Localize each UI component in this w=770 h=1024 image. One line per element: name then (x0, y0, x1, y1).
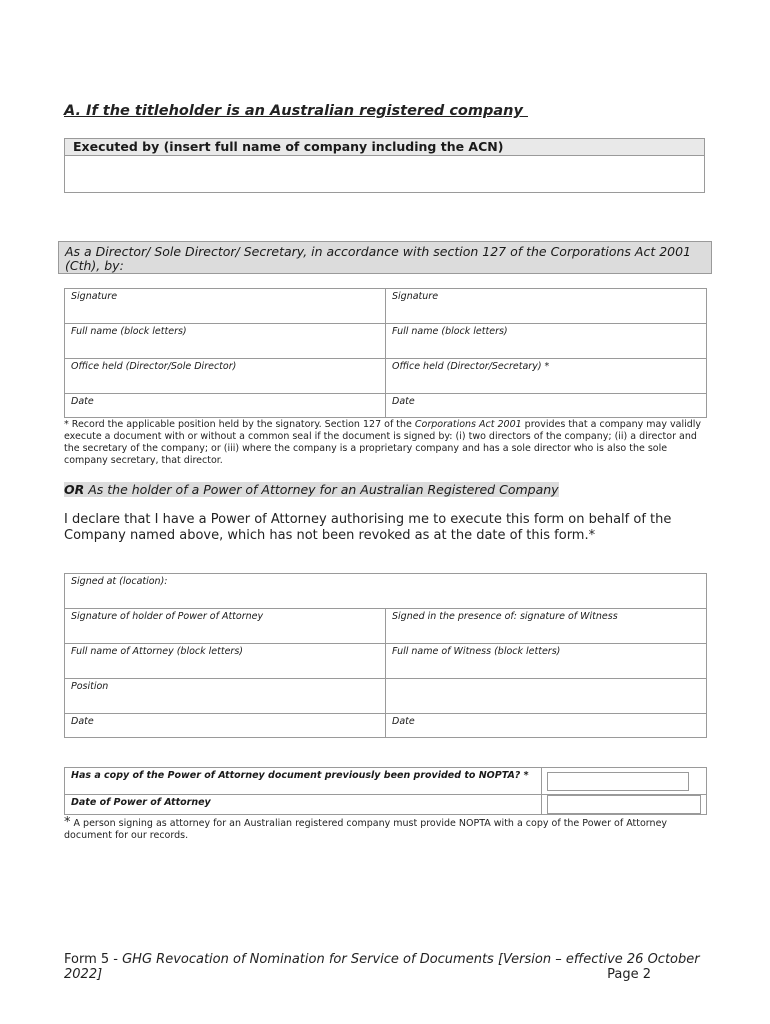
poa-note (64, 817, 704, 842)
signed-at-field[interactable]: Signed at (location): (65, 574, 707, 609)
witness-date[interactable]: Date (386, 714, 707, 738)
attorney-position[interactable]: Position (65, 679, 386, 714)
poa-date-cell (542, 795, 707, 815)
poa-copy-answer-input[interactable] (547, 772, 689, 791)
witness-blank-cell[interactable] (386, 679, 707, 714)
poa-copy-table (64, 767, 707, 815)
director-office-held-left[interactable]: Office held (Director/Sole Director) (65, 359, 386, 394)
poa-copy-answer-cell (542, 768, 707, 795)
director-note (64, 419, 704, 467)
director-signature-table (64, 288, 707, 418)
poa-date-label: Date of Power of Attorney (65, 795, 542, 815)
or-label: OR (64, 482, 85, 497)
attorney-date[interactable]: Date (65, 714, 386, 738)
witness-signature[interactable]: Signed in the presence of: signature of Witness (386, 609, 707, 644)
poa-section-heading (64, 482, 559, 497)
witness-full-name[interactable]: Full name of Witness (block letters) (386, 644, 707, 679)
director-section-heading: As a Director/ Sole Director/ Secretary, in accordance with section 127 of the Corporations Act 2001 (Cth), by: (58, 241, 712, 274)
footer-form-title: GHG Revocation of Nomination for Service of Documents [Version – effective 26 October 2022] (64, 952, 700, 982)
poa-date-input[interactable] (547, 795, 701, 814)
director-note-part2: provides that a company may validly execute a document with or without a common seal if the document is signed by: (i) two directors of the company; (ii) a director and the secretary of the company; or (iii) where the company is a proprietary company and has a sole director who is also the sole company secretary, that director. (64, 419, 702, 466)
page-footer (64, 952, 714, 982)
director-office-held-right[interactable]: Office held (Director/Secretary) * (386, 359, 707, 394)
executed-by-label: Executed by (insert full name of company including the ACN) (65, 139, 704, 156)
footer-form-label: Form 5 - (64, 952, 123, 967)
poa-copy-question: Has a copy of the Power of Attorney document previously been provided to NOPTA? * (65, 768, 542, 795)
executed-by-box (64, 138, 705, 193)
poa-heading-text: As the holder of a Power of Attorney for an Australian Registered Company (84, 482, 559, 497)
footer-page-number: Page 2 (607, 967, 651, 982)
poa-note-star: * (64, 815, 71, 830)
director-note-act: Corporations Act 2001 (414, 419, 522, 430)
poa-note-text: A person signing as attorney for an Australian registered company must provide NOPTA with a copy of the Power of Attorney document for our records. (64, 818, 668, 841)
director-note-part1: * Record the applicable position held by the signatory. Section 127 of the (64, 419, 415, 430)
director-signature-right[interactable]: Signature (386, 289, 707, 324)
director-date-left[interactable]: Date (65, 394, 386, 418)
poa-declaration: I declare that I have a Power of Attorney authorising me to execute this form on behalf of the Company named above, which has not been revoked as at the date of this form.* (64, 512, 672, 543)
director-signature-left[interactable]: Signature (65, 289, 386, 324)
attorney-full-name[interactable]: Full name of Attorney (block letters) (65, 644, 386, 679)
director-full-name-right[interactable]: Full name (block letters) (386, 324, 707, 359)
section-a-heading: A. If the titleholder is an Australian registered company (64, 103, 528, 119)
director-full-name-left[interactable]: Full name (block letters) (65, 324, 386, 359)
poa-signature-table (64, 573, 707, 738)
executed-by-field[interactable] (65, 156, 704, 194)
director-date-right[interactable]: Date (386, 394, 707, 418)
poa-holder-signature[interactable]: Signature of holder of Power of Attorney (65, 609, 386, 644)
